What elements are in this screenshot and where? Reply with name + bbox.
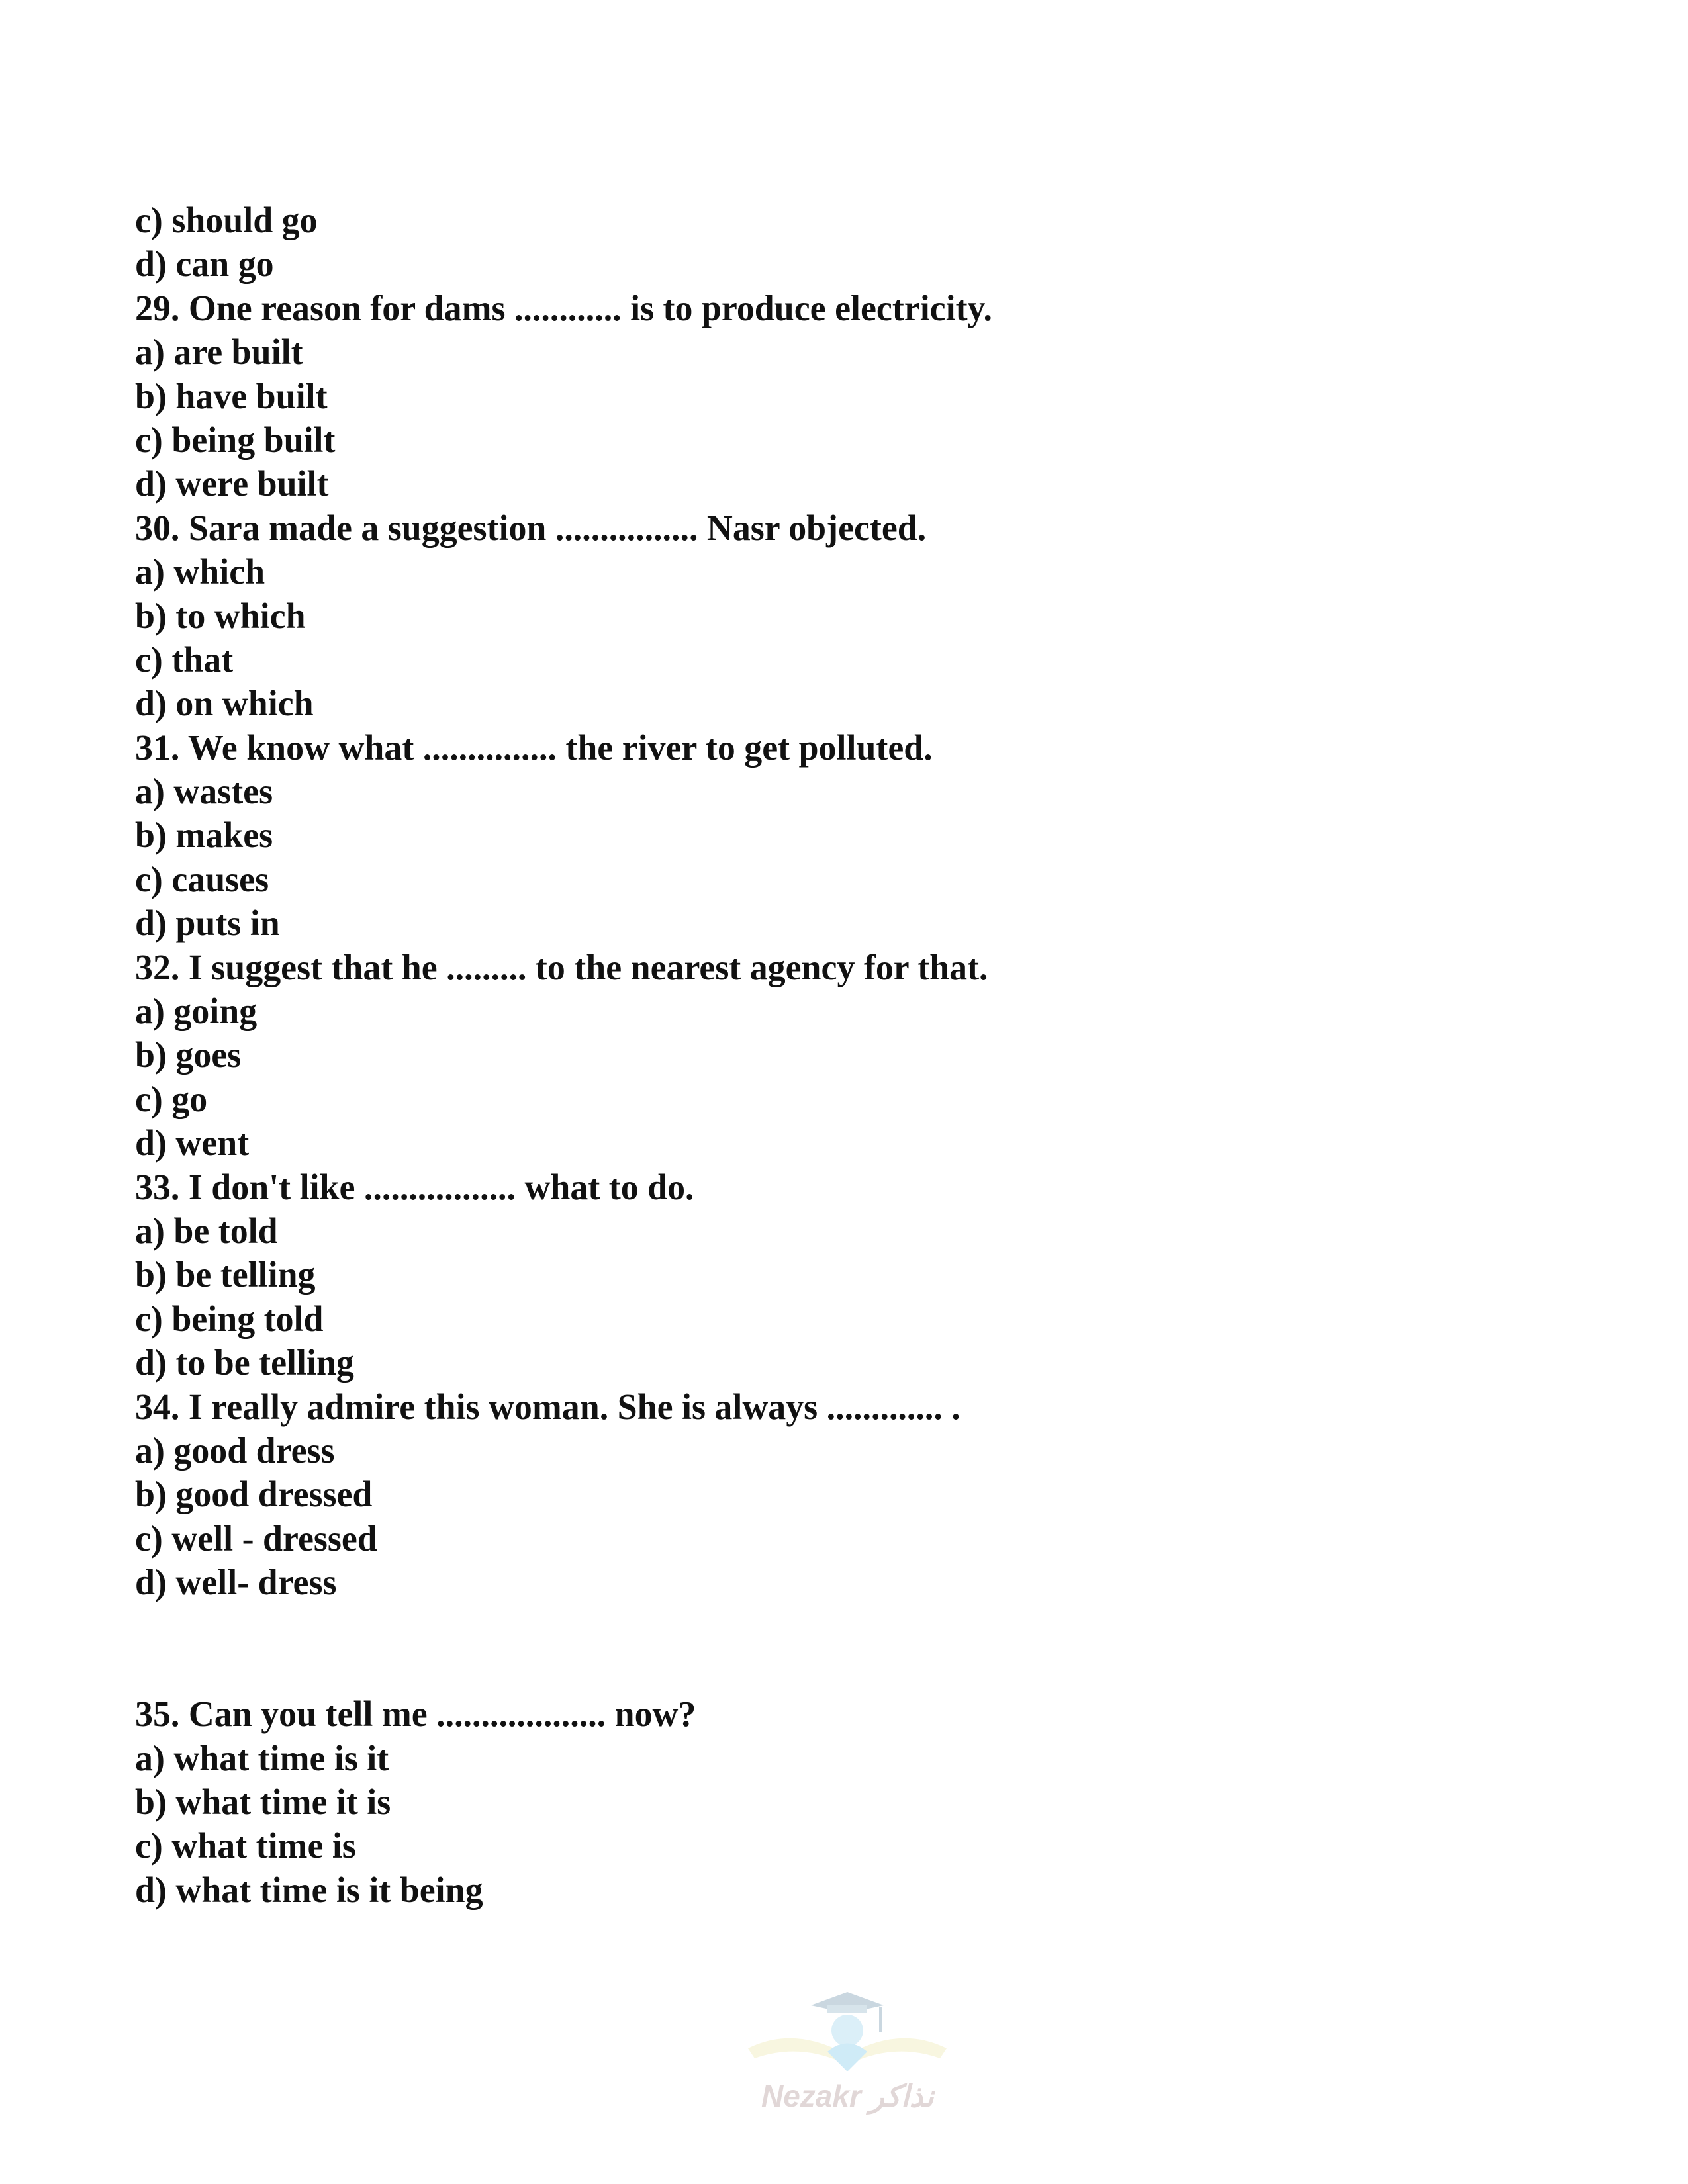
answer-option: b) be telling bbox=[135, 1254, 316, 1295]
document-page bbox=[135, 199, 1591, 1912]
answer-option: c) being built bbox=[135, 419, 336, 460]
answer-option: d) on which bbox=[135, 683, 314, 724]
watermark-text: Nezakr نذاكر bbox=[761, 2079, 934, 2113]
question-stem: 30. Sara made a suggestion ................ Nasr objected. bbox=[135, 507, 927, 548]
answer-option: b) to which bbox=[135, 595, 306, 636]
question-stem: 33. I don't like ................. what to do. bbox=[135, 1166, 694, 1207]
answer-option: a) good dress bbox=[135, 1430, 335, 1471]
answer-option: b) have built bbox=[135, 375, 328, 416]
answer-option: c) what time is bbox=[135, 1825, 356, 1866]
blank-space bbox=[135, 1605, 1591, 1693]
answer-option: d) were built bbox=[135, 463, 329, 504]
answer-option: b) what time it is bbox=[135, 1782, 391, 1823]
answer-option: b) makes bbox=[135, 815, 273, 856]
answer-option: c) that bbox=[135, 639, 234, 680]
watermark-logo bbox=[741, 1979, 953, 2124]
answer-option: d) went bbox=[135, 1122, 250, 1163]
answer-option: d) puts in bbox=[135, 903, 280, 944]
question-stem: 31. We know what ............... the river to get polluted. bbox=[135, 727, 933, 768]
answer-option: b) goes bbox=[135, 1034, 242, 1075]
answer-option: b) good dressed bbox=[135, 1474, 373, 1515]
graduate-book-icon bbox=[741, 1979, 953, 2085]
question-stem: 29. One reason for dams ............ is to produce electricity. bbox=[135, 287, 992, 328]
answer-option: a) are built bbox=[135, 332, 303, 373]
question-stem: 35. Can you tell me ................... now? bbox=[135, 1694, 696, 1735]
answer-option: c) go bbox=[135, 1078, 208, 1119]
question-stem: 34. I really admire this woman. She is always ............. . bbox=[135, 1386, 961, 1427]
answer-option: c) well - dressed bbox=[135, 1518, 377, 1559]
answer-option: a) going bbox=[135, 991, 258, 1032]
answer-option: c) should go bbox=[135, 200, 318, 240]
answer-option: d) can go bbox=[135, 244, 274, 285]
answer-option: d) what time is it being bbox=[135, 1869, 483, 1910]
answer-option: a) which bbox=[135, 551, 265, 592]
answer-option: a) be told bbox=[135, 1210, 278, 1251]
answer-option: c) causes bbox=[135, 858, 269, 899]
answer-option: d) well- dress bbox=[135, 1562, 337, 1603]
question-stem: 32. I suggest that he ......... to the nearest agency for that. bbox=[135, 946, 988, 987]
answer-option: a) what time is it bbox=[135, 1737, 389, 1778]
answer-option: c) being told bbox=[135, 1298, 324, 1339]
answer-option: d) to be telling bbox=[135, 1342, 354, 1383]
answer-option: a) wastes bbox=[135, 771, 273, 812]
